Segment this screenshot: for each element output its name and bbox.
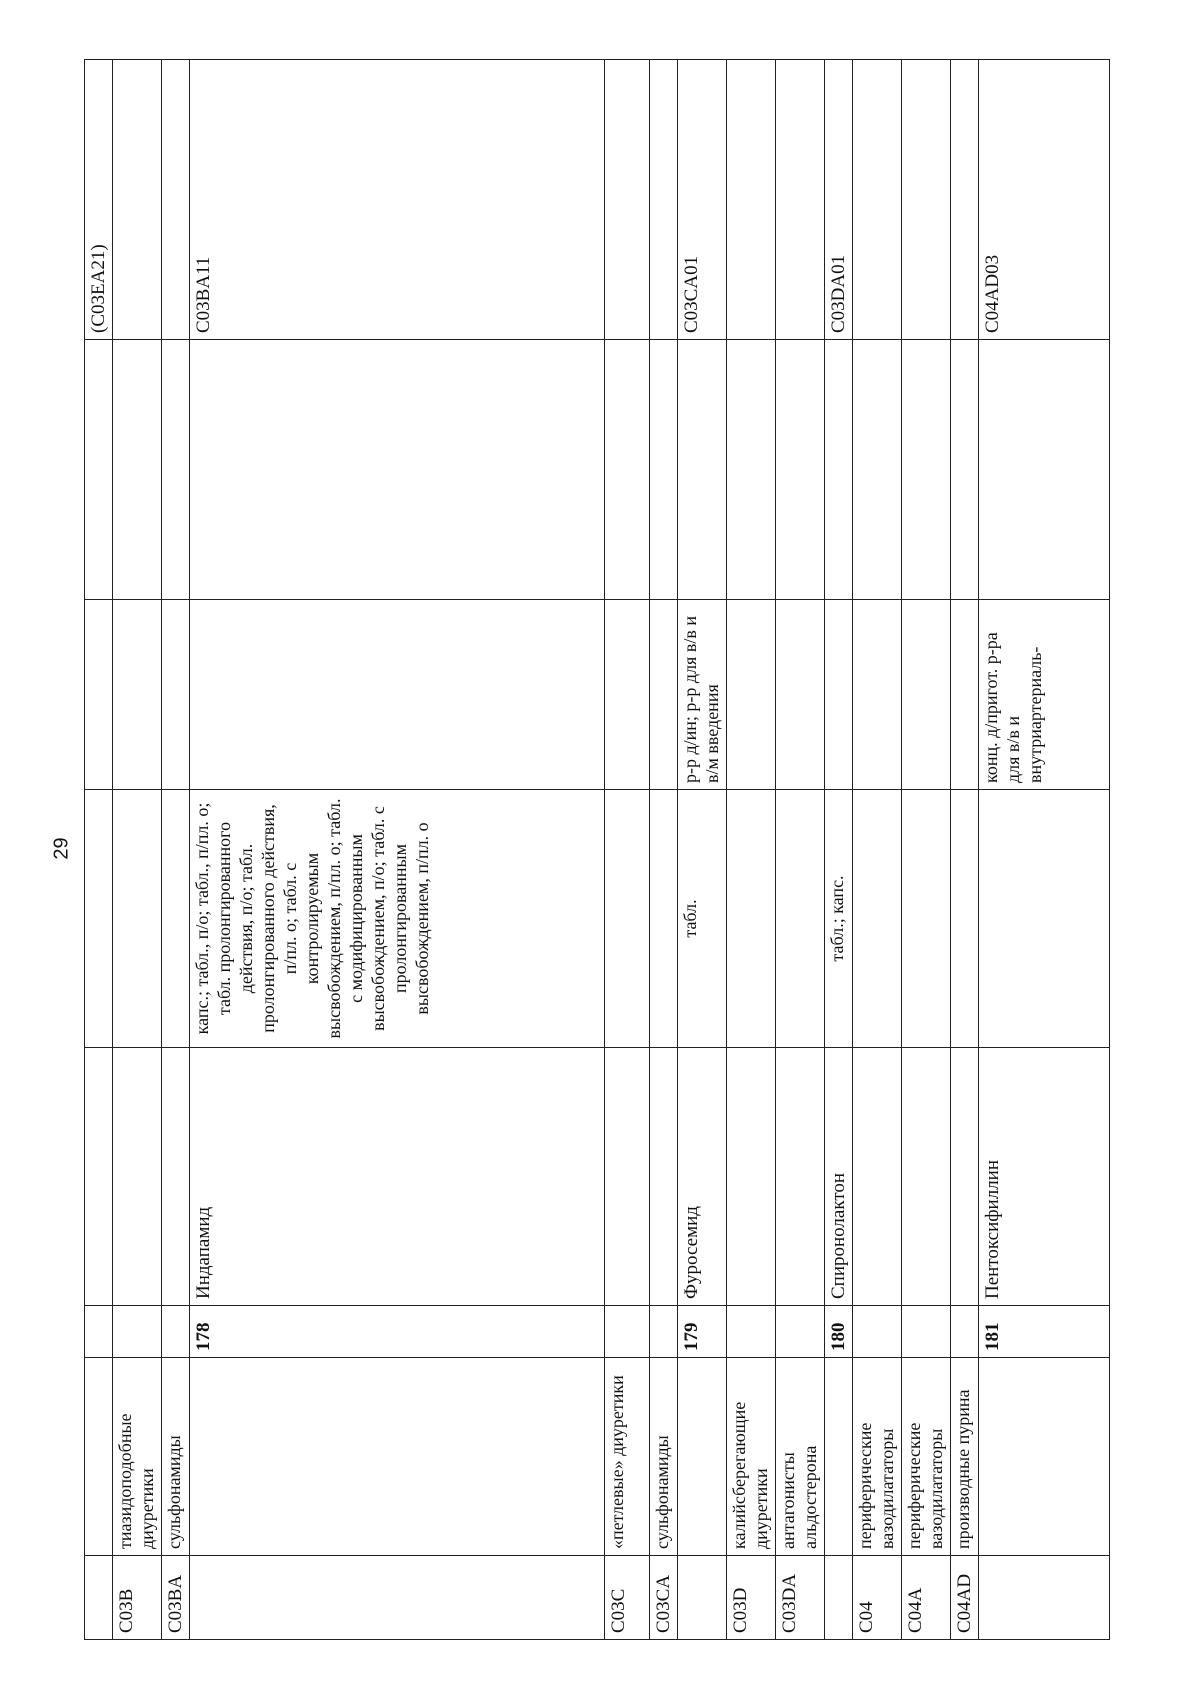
dosage-form: табл. [678,790,727,1048]
empty-cell [853,340,902,600]
atc-group-code: C04 [853,1556,902,1640]
atc-group-code [190,1556,605,1640]
dosage-form-injection [727,600,776,790]
empty-cell [85,340,113,600]
atc-code: C03BA11 [190,60,605,340]
dosage-form [85,790,113,1048]
atc-group-code: C03BA [162,1556,190,1640]
empty-cell [776,340,825,600]
group-name [190,1358,605,1556]
item-number [650,1306,678,1358]
table-row [727,60,776,1640]
group-name: «петлевые» диуретики [605,1358,650,1556]
group-name: сульфонамиды [162,1358,190,1556]
group-name: сульфонамиды [650,1358,678,1556]
atc-code: (C03EA21) [85,60,113,340]
atc-code [902,60,951,340]
empty-cell [190,340,605,600]
drug-name [85,1048,113,1306]
dosage-form-injection [113,600,162,790]
group-name: антагонисты альдостерона [776,1358,825,1556]
item-number [113,1306,162,1358]
group-name: калийсберегающие диуретики [727,1358,776,1556]
item-number [85,1306,113,1358]
group-name: периферические вазодилататоры [902,1358,951,1556]
dosage-form [902,790,951,1048]
dosage-form: капс.; табл., п/о; табл., п/пл. о; табл. пролонгированного действия, п/о; табл. пролонгированного действия, п/пл. о; табл. с контролируемым высвобождением, п/пл. о; табл. с модифицированным высвобождением, п/о; табл. с пролонгированным высвобождением, п/пл. о [190,790,605,1048]
item-number [776,1306,825,1358]
atc-group-code: C03C [605,1556,650,1640]
table-row [85,60,113,1640]
empty-cell [162,340,190,600]
item-number [853,1306,902,1358]
item-number [605,1306,650,1358]
group-name: тиазидоподобные диуретики [113,1358,162,1556]
item-number: 179 [678,1306,727,1358]
table-row [190,60,605,1640]
dosage-form-injection [853,600,902,790]
group-name [825,1358,853,1556]
atc-code [853,60,902,340]
atc-code [162,60,190,340]
table-row [951,60,979,1640]
empty-cell [678,340,727,600]
group-name: периферические вазодилататоры [853,1358,902,1556]
drug-name: Спиронолактон [825,1048,853,1306]
dosage-form-injection [650,600,678,790]
empty-cell [951,340,979,600]
drug-name: Пентоксифиллин [979,1048,1110,1306]
atc-group-code: C04A [902,1556,951,1640]
atc-group-code [85,1556,113,1640]
atc-group-code [825,1556,853,1640]
item-number [727,1306,776,1358]
atc-group-code: C04AD [951,1556,979,1640]
atc-code [951,60,979,340]
document-table-rotated [84,60,1144,1640]
empty-cell [605,340,650,600]
dosage-form-injection [825,600,853,790]
atc-group-code: C03B [113,1556,162,1640]
drug-name [162,1048,190,1306]
item-number [951,1306,979,1358]
table-row [902,60,951,1640]
atc-group-code: C03D [727,1556,776,1640]
group-name [85,1358,113,1556]
dosage-form [979,790,1110,1048]
empty-cell [113,340,162,600]
item-number [902,1306,951,1358]
drug-name [902,1048,951,1306]
table-row [825,60,853,1640]
dosage-form-injection [951,600,979,790]
group-name [979,1358,1110,1556]
drug-name [605,1048,650,1306]
table-row [776,60,825,1640]
drug-name [650,1048,678,1306]
drug-name [113,1048,162,1306]
atc-code [605,60,650,340]
atc-code [727,60,776,340]
dosage-form-injection [902,600,951,790]
table-row [162,60,190,1640]
atc-code [776,60,825,340]
drug-name [853,1048,902,1306]
empty-cell [825,340,853,600]
item-number [162,1306,190,1358]
table-row [853,60,902,1640]
drug-name: Индапамид [190,1048,605,1306]
table-row [650,60,678,1640]
drug-name [776,1048,825,1306]
empty-cell [979,340,1110,600]
table-row [605,60,650,1640]
table-row [979,60,1110,1640]
atc-code [650,60,678,340]
drug-name: Фуросемид [678,1048,727,1306]
table-row [113,60,162,1640]
dosage-form [776,790,825,1048]
atc-code: C03CA01 [678,60,727,340]
dosage-form-injection [605,600,650,790]
empty-cell [902,340,951,600]
dosage-form [650,790,678,1048]
page-number: 29 [50,837,73,860]
dosage-form-injection: р-р д/ин; р-р для в/в и в/м введения [678,600,727,790]
dosage-form: табл.; капс. [825,790,853,1048]
dosage-form-injection [776,600,825,790]
atc-code: C04AD03 [979,60,1110,340]
dosage-form [951,790,979,1048]
drug-table [84,59,1110,1640]
dosage-form-injection [85,600,113,790]
empty-cell [727,340,776,600]
item-number: 181 [979,1306,1110,1358]
item-number: 180 [825,1306,853,1358]
item-number: 178 [190,1306,605,1358]
dosage-form [605,790,650,1048]
atc-group-code: C03DA [776,1556,825,1640]
drug-name [727,1048,776,1306]
drug-name [951,1048,979,1306]
dosage-form [162,790,190,1048]
empty-cell [650,340,678,600]
group-name [678,1358,727,1556]
dosage-form [853,790,902,1048]
atc-group-code: C03CA [650,1556,678,1640]
dosage-form-injection [190,600,605,790]
table-row [678,60,727,1640]
group-name: производные пурина [951,1358,979,1556]
dosage-form-injection: конц. д/пригот. р-ра для в/в и внутриартериаль- [979,600,1110,790]
atc-code: C03DA01 [825,60,853,340]
dosage-form [727,790,776,1048]
dosage-form-injection [162,600,190,790]
dosage-form [113,790,162,1048]
atc-group-code [678,1556,727,1640]
atc-group-code [979,1556,1110,1640]
atc-code [113,60,162,340]
